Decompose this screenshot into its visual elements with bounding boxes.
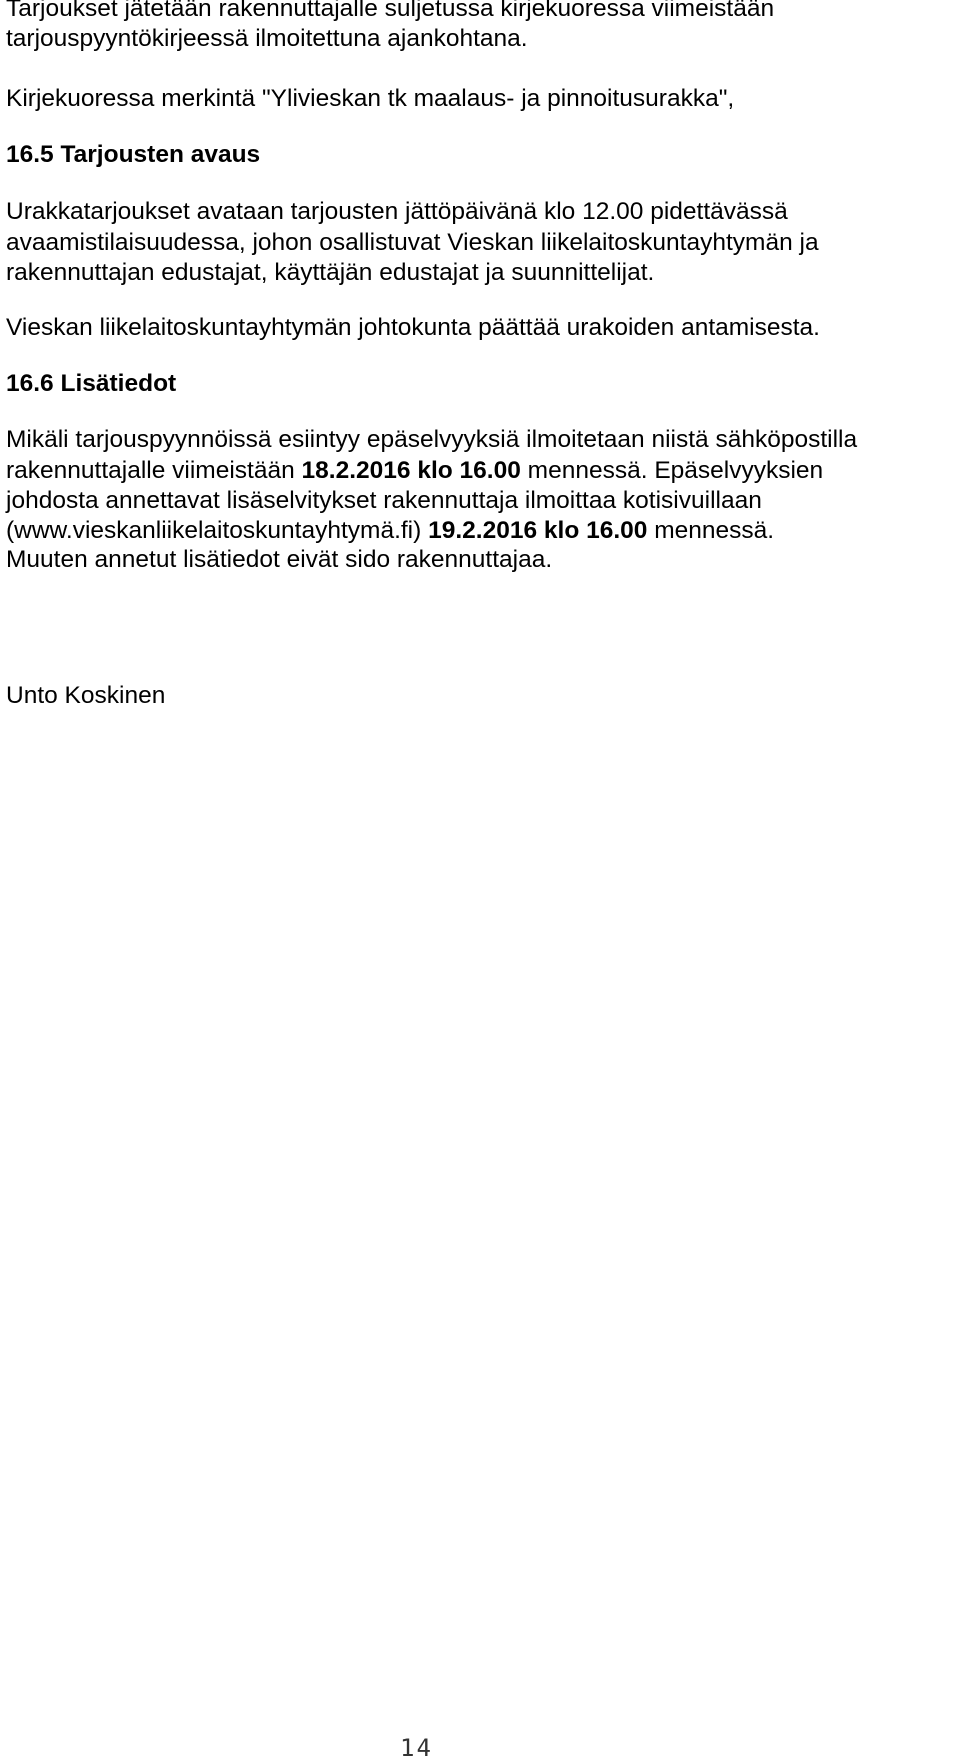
opening-paragraph-line-3: rakennuttajan edustajat, käyttäjän edustajat ja suunnittelijat.	[6, 259, 655, 286]
section-heading-16-5: 16.5 Tarjousten avaus	[6, 141, 261, 168]
website-reference: (www.vieskanliikelaitoskuntayhtymä.fi)	[6, 517, 429, 544]
envelope-marking: Kirjekuoressa merkintä "Ylivieskan tk maalaus- ja pinnoitusurakka",	[6, 85, 735, 112]
page-number: 14	[400, 1734, 433, 1762]
info-paragraph-line-4	[6, 516, 774, 546]
intro-line-2: tarjouspyyntökirjeessä ilmoitettuna ajankohtana.	[6, 25, 528, 52]
info-line-2-suffix: mennessä. Epäselvyyksien	[520, 457, 824, 484]
opening-paragraph-line-2: avaamistilaisuudessa, johon osallistuvat Vieskan liikelaitoskuntayhtymän ja	[6, 229, 819, 256]
info-paragraph-line-3: johdosta annettavat lisäselvitykset rakennuttaja ilmoittaa kotisivuillaan	[6, 487, 762, 514]
info-paragraph-line-1: Mikäli tarjouspyynnöissä esiintyy epäselvyyksiä ilmoitetaan niistä sähköpostilla	[6, 426, 858, 453]
decision-paragraph: Vieskan liikelaitoskuntayhtymän johtokunta päättää urakoiden antamisesta.	[6, 314, 820, 341]
section-heading-16-6: 16.6 Lisätiedot	[6, 370, 177, 397]
info-line-2-prefix: rakennuttajalle viimeistään	[6, 457, 302, 484]
question-deadline: 18.2.2016 klo 16.00	[301, 457, 521, 484]
info-paragraph-line-5: Muuten annetut lisätiedot eivät sido rakennuttajaa.	[6, 546, 553, 573]
info-line-4-suffix: mennessä.	[647, 517, 775, 544]
opening-paragraph-line-1: Urakkatarjoukset avataan tarjousten jättöpäivänä klo 12.00 pidettävässä	[6, 198, 788, 225]
info-paragraph-line-2	[6, 456, 823, 486]
intro-line-1: Tarjoukset jätetään rakennuttajalle suljetussa kirjekuoressa viimeistään	[6, 0, 775, 22]
signature-name: Unto Koskinen	[6, 682, 166, 709]
answer-deadline: 19.2.2016 klo 16.00	[428, 517, 648, 544]
